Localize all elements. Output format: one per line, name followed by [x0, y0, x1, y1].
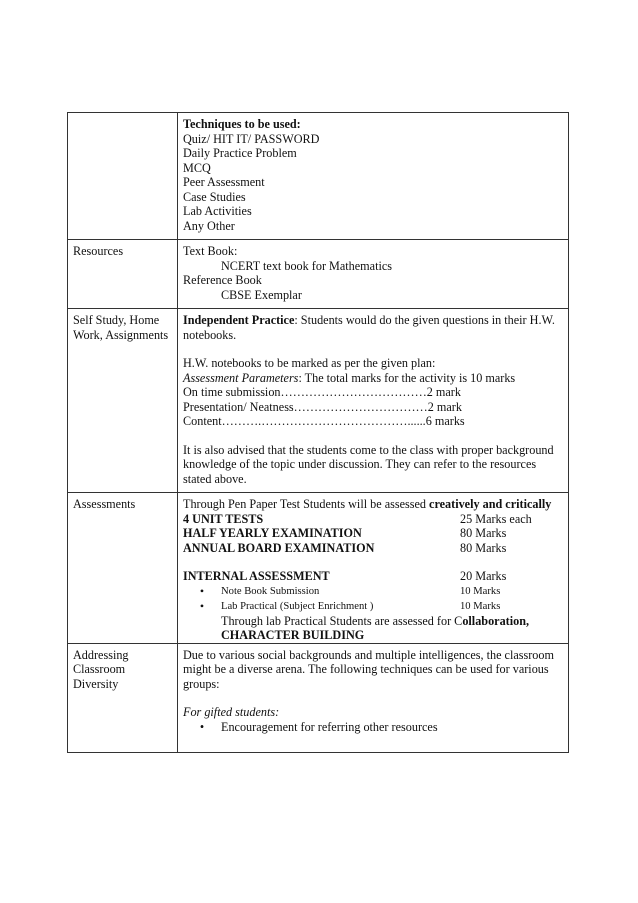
unit-tests-row	[183, 512, 563, 527]
list-item	[183, 584, 563, 599]
independent-practice-title: Independent Practice	[183, 313, 295, 327]
list-item	[183, 599, 563, 614]
assessments-label: Assessments	[68, 493, 178, 644]
diversity-label: Addressing Classroom Diversity	[68, 643, 178, 752]
internal-value: 20 Marks	[460, 569, 507, 583]
bullet-icon: •	[199, 598, 205, 613]
technique-item: Case Studies	[183, 189, 246, 204]
self-study-row	[68, 309, 569, 493]
half-yearly-value: 80 Marks	[460, 526, 507, 540]
assessment-parameters-text: : The total marks for the activity is 10 marks	[298, 370, 516, 385]
annual-label: ANNUAL BOARD EXAMINATION	[183, 540, 375, 555]
bullet-value: 10 Marks	[460, 585, 501, 597]
assessment-parameters-title: Assessment Parameters	[183, 370, 299, 385]
independent-practice-text: : Students would do the given questions in their H.W. notebooks.	[183, 313, 555, 342]
textbook-item: NCERT text book for Mathematics	[221, 258, 392, 273]
bullet-icon: •	[199, 583, 205, 598]
technique-item: Daily Practice Problem	[183, 146, 297, 160]
lesson-plan-table	[67, 112, 569, 753]
diversity-cell	[178, 643, 569, 752]
self-study-label: Self Study, Home Work, Assignments	[68, 309, 178, 493]
bullet-icon: •	[199, 719, 205, 734]
assessment-intro	[183, 497, 563, 512]
independent-practice	[183, 313, 563, 342]
techniques-heading: Techniques to be used:	[183, 117, 301, 131]
technique-item: MCQ	[183, 160, 211, 175]
bullet-label: Note Book Submission	[221, 585, 320, 597]
technique-item: Quiz/ HIT IT/ PASSWORD	[183, 131, 320, 146]
resources-label: Resources	[68, 240, 178, 309]
reference-item: CBSE Exemplar	[221, 287, 302, 302]
advice-text: It is also advised that the students come to the class with proper background knowledge of the topic under discussion. They can refer to the resources stated above.	[183, 442, 554, 486]
presentation-marks: Presentation/ Neatness……………………………2 mark	[183, 399, 462, 414]
lab-practical-text: Through lab Practical Students are assessed for C	[221, 613, 463, 628]
unit-tests-value: 25 Marks each	[460, 511, 532, 526]
annual-row	[183, 541, 563, 556]
diversity-intro: Due to various social backgrounds and multiple intelligences, the classroom might be a diverse arena. The following techniques can be used for various groups:	[183, 647, 554, 691]
technique-item: Peer Assessment	[183, 175, 265, 189]
techniques-cell	[178, 113, 569, 240]
diversity-row	[68, 643, 569, 752]
assessment-intro-bold: creatively and critically	[429, 497, 552, 511]
marking-plan: H.W. notebooks to be marked as per the given plan:	[183, 356, 436, 370]
techniques-label-cell	[68, 113, 178, 240]
bullet-value: 10 Marks	[460, 600, 501, 612]
character-building: CHARACTER BUILDING	[221, 628, 365, 642]
assessment-intro-text: Through Pen Paper Test Students will be assessed	[183, 497, 430, 511]
technique-item: Any Other	[183, 218, 235, 233]
bullet-label: Lab Practical (Subject Enrichment )	[221, 600, 374, 612]
content-marks: Content……….………………………………......6 marks	[183, 414, 465, 428]
lab-practical-bold: ollaboration,	[462, 613, 530, 628]
gifted-bullet: Encouragement for referring other resources	[221, 719, 438, 734]
internal-label: INTERNAL ASSESSMENT	[183, 569, 330, 583]
assessment-parameters	[183, 371, 563, 386]
resources-cell	[178, 240, 569, 309]
reference-heading: Reference Book	[183, 273, 262, 287]
assessments-cell	[178, 493, 569, 644]
list-item	[183, 720, 563, 735]
self-study-cell	[178, 309, 569, 493]
lab-practical-note	[183, 614, 563, 629]
ontime-marks: On time submission………………………………2 mark	[183, 385, 461, 399]
annual-value: 80 Marks	[460, 540, 507, 555]
gifted-heading: For gifted students:	[183, 705, 280, 719]
technique-item: Lab Activities	[183, 204, 252, 218]
half-yearly-label: HALF YEARLY EXAMINATION	[183, 526, 362, 540]
resources-row	[68, 240, 569, 309]
half-yearly-row	[183, 526, 563, 541]
techniques-row	[68, 113, 569, 240]
internal-row	[183, 569, 563, 584]
unit-tests-label: 4 UNIT TESTS	[183, 511, 264, 526]
textbook-heading: Text Book:	[183, 244, 238, 258]
assessments-row	[68, 493, 569, 644]
